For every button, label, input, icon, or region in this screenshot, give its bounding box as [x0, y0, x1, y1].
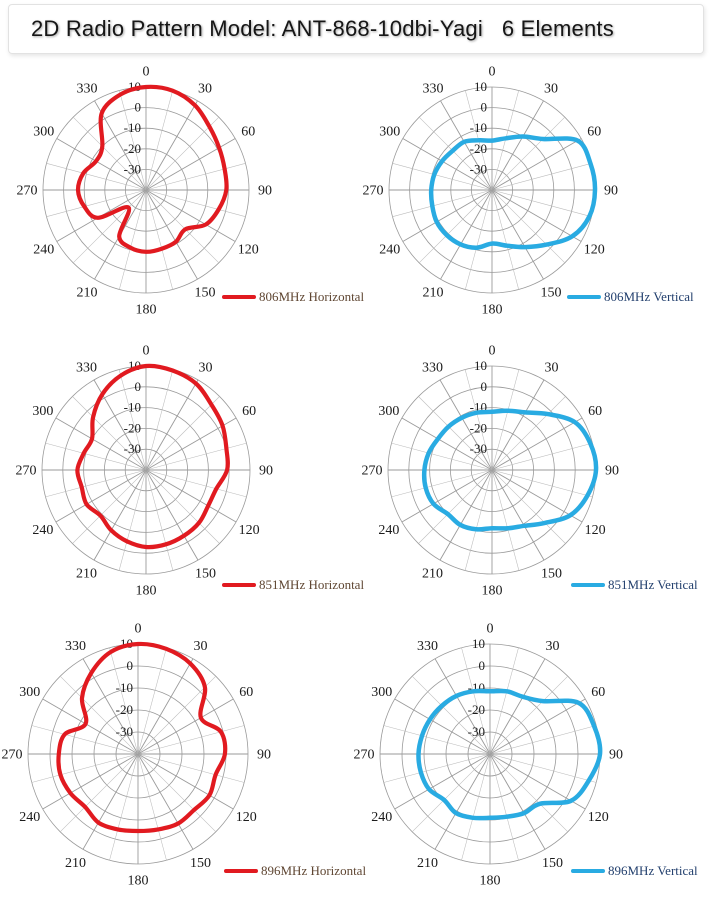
legend-line-swatch [222, 583, 256, 587]
db-ring-label: -30 [467, 724, 485, 739]
angle-label: 30 [198, 81, 212, 97]
angle-label: 330 [76, 81, 98, 97]
angle-label: 0 [134, 621, 142, 637]
legend-line-swatch [224, 869, 258, 873]
legend-806mhz-vertical [567, 290, 694, 304]
angle-label: 240 [33, 242, 55, 258]
polar-grid [380, 644, 600, 864]
polar-chart-896mhz-vertical [354, 622, 624, 889]
db-ring-label: 10 [120, 636, 133, 651]
db-ring-label: 0 [134, 378, 141, 394]
legend-label: 896MHz Horizontal [261, 863, 367, 878]
db-ring-label: -10 [115, 680, 133, 695]
angle-label: 300 [19, 685, 41, 700]
legend-line-swatch [571, 869, 605, 873]
angle-label: 330 [65, 639, 86, 655]
angle-label: 30 [198, 360, 213, 376]
polar-chart-806mhz-vertical [363, 65, 619, 318]
legend-851mhz-horizontal [222, 578, 364, 592]
angle-label: 180 [127, 873, 149, 889]
polar-chart-896mhz-horizontal [2, 622, 272, 889]
angle-label: 300 [378, 404, 400, 419]
angle-label: 330 [422, 81, 444, 97]
angle-label: 270 [16, 183, 38, 199]
angle-label: 210 [422, 285, 444, 301]
angle-label: 0 [488, 343, 496, 359]
db-ring-label: -30 [123, 161, 141, 177]
angle-label: 240 [378, 523, 400, 538]
legend-line-swatch [222, 295, 256, 299]
legend-label: 806MHz Horizontal [259, 289, 365, 304]
db-ring-label: -10 [467, 680, 485, 695]
angle-label: 60 [239, 685, 254, 700]
db-ring-label: 10 [128, 358, 141, 373]
angle-label: 30 [544, 360, 559, 376]
angle-label: 330 [417, 639, 438, 655]
angle-label: 300 [33, 124, 55, 140]
angle-label: 150 [541, 566, 562, 582]
angle-label: 180 [135, 583, 157, 599]
angle-label: 270 [15, 463, 37, 479]
angle-label: 180 [481, 302, 503, 318]
angle-label: 30 [544, 81, 558, 97]
db-ring-label: -20 [123, 420, 141, 436]
db-ring-label: -20 [467, 702, 485, 717]
angle-label: 210 [422, 566, 443, 582]
db-ring-label: -30 [469, 441, 487, 457]
angle-label: 90 [257, 747, 271, 763]
angle-label: 150 [190, 855, 211, 871]
angle-label: 330 [422, 360, 443, 376]
angle-label: 60 [241, 124, 256, 140]
angle-label: 60 [587, 124, 602, 140]
angle-label: 90 [258, 183, 272, 199]
angle-label: 120 [237, 242, 259, 258]
legend-label: 851MHz Horizontal [259, 577, 365, 592]
angle-label: 60 [591, 685, 606, 700]
db-ring-label: 0 [480, 99, 487, 115]
legend-label: 806MHz Vertical [604, 289, 694, 304]
angle-label: 120 [583, 242, 605, 258]
angle-label: 0 [488, 64, 496, 80]
db-ring-label: 10 [128, 79, 141, 94]
angle-label: 90 [605, 463, 619, 479]
angle-label: 330 [76, 360, 97, 376]
angle-label: 180 [481, 583, 503, 599]
polar-grid [43, 87, 249, 293]
angle-label: 300 [371, 685, 393, 700]
angle-label: 270 [361, 463, 383, 479]
legend-label: 851MHz Vertical [608, 577, 698, 592]
polar-chart-806mhz-horizontal [17, 65, 273, 318]
angle-label: 150 [194, 285, 216, 301]
angle-label: 150 [540, 285, 562, 301]
db-ring-label: 0 [478, 658, 485, 673]
angle-label: 90 [604, 183, 618, 199]
angle-label: 210 [65, 855, 86, 871]
angle-label: 180 [479, 873, 501, 889]
angle-label: 270 [353, 747, 375, 763]
legend-896mhz-vertical [571, 864, 698, 878]
angle-label: 60 [242, 404, 257, 419]
legend-896mhz-horizontal [224, 864, 366, 878]
angle-label: 30 [545, 639, 560, 655]
angle-label: 240 [32, 523, 54, 538]
angle-label: 60 [588, 404, 603, 419]
angle-label: 240 [19, 810, 41, 825]
db-ring-label: -20 [123, 140, 141, 156]
angle-label: 0 [486, 621, 494, 637]
legend-851mhz-vertical [571, 578, 698, 592]
db-ring-label: 0 [134, 99, 141, 115]
angle-label: 120 [238, 523, 260, 538]
angle-label: 0 [142, 64, 150, 80]
legend-label: 896MHz Vertical [608, 863, 698, 878]
angle-label: 270 [1, 747, 23, 763]
angle-label: 180 [135, 302, 157, 318]
db-ring-label: -20 [469, 140, 487, 156]
angle-label: 90 [609, 747, 623, 763]
db-ring-label: -10 [123, 120, 141, 136]
db-ring-label: 10 [472, 636, 485, 651]
angle-label: 120 [584, 523, 606, 538]
polar-grid [42, 366, 250, 574]
page-title: 2D Radio Pattern Model: ANT-868-10dbi-Yagi 6 Elements [31, 16, 614, 41]
polar-grid [389, 87, 595, 293]
db-ring-label: 0 [480, 378, 487, 394]
angle-label: 0 [142, 343, 150, 359]
db-ring-label: -10 [469, 399, 487, 415]
angle-label: 210 [417, 855, 438, 871]
db-ring-label: -30 [123, 441, 141, 457]
db-ring-label: 10 [474, 358, 487, 373]
polar-chart-851mhz-vertical [362, 344, 620, 599]
legend-line-swatch [571, 583, 605, 587]
angle-label: 300 [379, 124, 401, 140]
angle-label: 300 [32, 404, 54, 419]
angle-label: 120 [587, 810, 609, 825]
pattern-curve [77, 366, 227, 547]
angle-label: 150 [195, 566, 216, 582]
db-ring-label: -30 [469, 161, 487, 177]
db-ring-label: -30 [115, 724, 133, 739]
angle-label: 90 [259, 463, 273, 479]
angle-label: 30 [193, 639, 208, 655]
angle-label: 150 [542, 855, 563, 871]
db-ring-label: 10 [474, 79, 487, 94]
angle-label: 270 [362, 183, 384, 199]
angle-label: 210 [76, 566, 97, 582]
angle-label: 240 [379, 242, 401, 258]
db-ring-label: 0 [126, 658, 133, 673]
polar-chart-851mhz-horizontal [16, 344, 274, 599]
db-ring-label: -20 [115, 702, 133, 717]
angle-label: 210 [76, 285, 98, 301]
legend-line-swatch [567, 295, 601, 299]
db-ring-label: -20 [469, 420, 487, 436]
angle-label: 120 [235, 810, 257, 825]
legend-806mhz-horizontal [222, 290, 364, 304]
polar-grid [388, 366, 596, 574]
db-ring-label: -10 [469, 120, 487, 136]
db-ring-label: -10 [123, 399, 141, 415]
angle-label: 240 [371, 810, 393, 825]
